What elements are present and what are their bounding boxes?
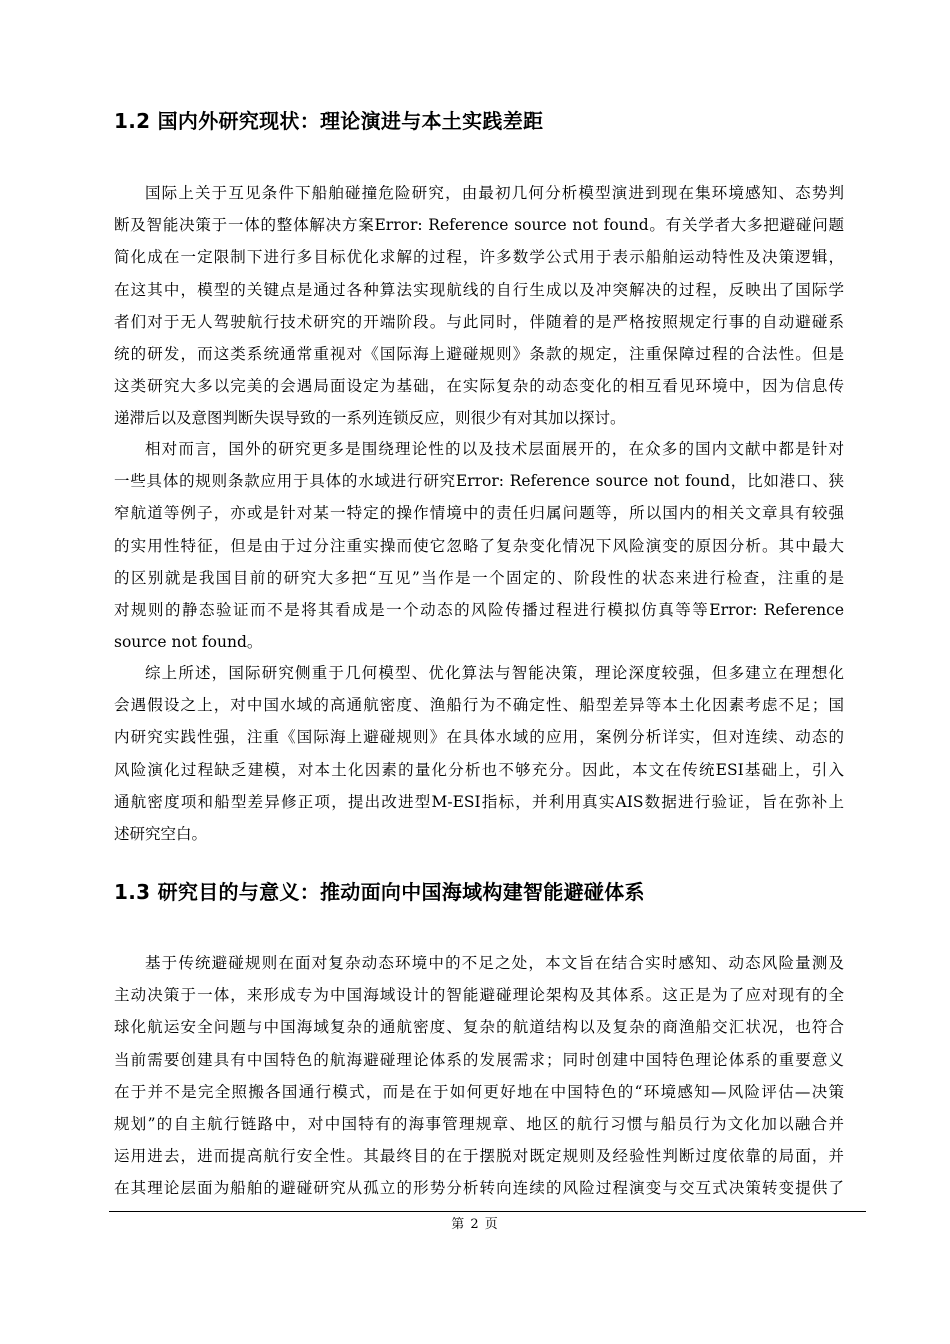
paragraph-line: 在于并不是完全照搬各国通行模式，而是在于如何更好地在中国特色的“环境感知—风险评估—决策 xyxy=(114,1082,844,1101)
paragraph-line: 的实用性特征，但是由于过分注重实操而使它忽略了复杂变化情况下风险演变的原因分析。其中最大 xyxy=(114,536,844,555)
paragraph-line: source not found。 xyxy=(114,633,263,652)
footer-divider xyxy=(109,1211,866,1212)
section-heading-1-3: 1.3 研究目的与意义：推动面向中国海域构建智能避碰体系 xyxy=(114,880,645,904)
paragraph-line: 当前需要创建具有中国特色的航海避碰理论体系的发展需求；同时创建中国特色理论体系的重要意义 xyxy=(114,1050,844,1069)
paragraph-line: 球化航运安全问题与中国海域复杂的通航密度、复杂的航道结构以及复杂的商渔船交汇状况，也符合 xyxy=(114,1018,844,1037)
paragraph-line: 统的研发，而这类系统通常重视对《国际海上避碰规则》条款的规定，注重保障过程的合法性。但是 xyxy=(114,344,844,363)
paragraph-line: 主动决策于一体，来形成专为中国海域设计的智能避碰理论架构及其体系。这正是为了应对现有的全 xyxy=(114,986,844,1005)
paragraph-line: 基于传统避碰规则在面对复杂动态环境中的不足之处，本文旨在结合实时感知、动态风险量测及 xyxy=(145,954,844,972)
paragraph-line: 的区别就是我国目前的研究大多把“互见”当作是一个固定的、阶段性的状态来进行检查，注重的是 xyxy=(114,568,844,587)
paragraph-line: 内研究实践性强，注重《国际海上避碰规则》在具体水域的应用，案例分析详实，但对连续、动态的 xyxy=(114,728,844,747)
paragraph-1-3-a xyxy=(114,947,844,1205)
paragraph-line: 一些具体的规则条款应用于具体的水域进行研究Error: Reference source not found，比如港口、狭 xyxy=(114,472,844,491)
paragraph-line: 简化成在一定限制下进行多目标优化求解的过程，许多数学公式用于表示船舶运动特性及决策逻辑， xyxy=(114,248,844,267)
paragraph-line: 者们对于无人驾驶航行技术研究的开端阶段。与此同时，伴随着的是严格按照规定行事的自动避碰系 xyxy=(114,312,844,331)
paragraph-line: 在这其中，模型的关键点是通过各种算法实现航线的自行生成以及冲突解决的过程，反映出了国际学 xyxy=(114,280,844,299)
paragraph-line: 述研究空白。 xyxy=(114,824,208,843)
page-number: 第 2 页 xyxy=(451,1217,499,1232)
paragraph-line: 通航密度项和船型差异修正项，提出改进型M-ESI指标，并利用真实AIS数据进行验证，旨在弥补上 xyxy=(114,792,844,811)
paragraph-1-2-c xyxy=(114,657,844,850)
paragraph-line: 风险演化过程缺乏建模，对本土化因素的量化分析也不够充分。因此，本文在传统ESI基础上，引入 xyxy=(114,760,844,779)
paragraph-line: 这类研究大多以完美的会遇局面设定为基础，在实际复杂的动态变化的相互看见环境中，因为信息传 xyxy=(114,377,844,396)
paragraph-line: 相对而言，国外的研究更多是围绕理论性的以及技术层面展开的，在众多的国内文献中都是针对 xyxy=(145,440,844,458)
paragraph-1-2-b xyxy=(114,433,844,658)
paragraph-1-2-a xyxy=(114,177,844,435)
paragraph-line: 综上所述，国际研究侧重于几何模型、优化算法与智能决策，理论深度较强，但多建立在理想化 xyxy=(145,664,844,682)
paragraph-line: 在其理论层面为船舶的避碰研究从孤立的形势分析转向连续的风险过程演变与交互式决策转变提供了 xyxy=(114,1179,844,1198)
paragraph-line: 窄航道等例子，亦或是针对某一特定的操作情境中的责任归属问题等，所以国内的相关文章具有较强 xyxy=(114,504,844,523)
paragraph-line: 断及智能决策于一体的整体解决方案Error: Reference source not found。有关学者大多把避碰问题 xyxy=(114,216,844,235)
paragraph-line: 对规则的静态验证而不是将其看成是一个动态的风险传播过程进行模拟仿真等等Error: Reference xyxy=(114,600,844,619)
section-heading-1-2: 1.2 国内外研究现状：理论演进与本土实践差距 xyxy=(114,109,544,133)
paragraph-line: 会遇假设之上，对中国水域的高通航密度、渔船行为不确定性、船型差异等本土化因素考虑不足；国 xyxy=(114,696,844,715)
paragraph-line: 国际上关于互见条件下船舶碰撞危险研究，由最初几何分析模型演进到现在集环境感知、态势判 xyxy=(145,184,844,202)
paragraph-line: 递滞后以及意图判断失误导致的一系列连锁反应，则很少有对其加以探讨。 xyxy=(114,409,626,428)
paragraph-line: 规划”的自主航行链路中，对中国特有的海事管理规章、地区的航行习惯与船员行为文化加以融合并 xyxy=(114,1114,844,1133)
paragraph-line: 运用进去，进而提高航行安全性。其最终目的在于摆脱对既定规则及经验性判断过度依靠的局面，并 xyxy=(114,1147,844,1166)
